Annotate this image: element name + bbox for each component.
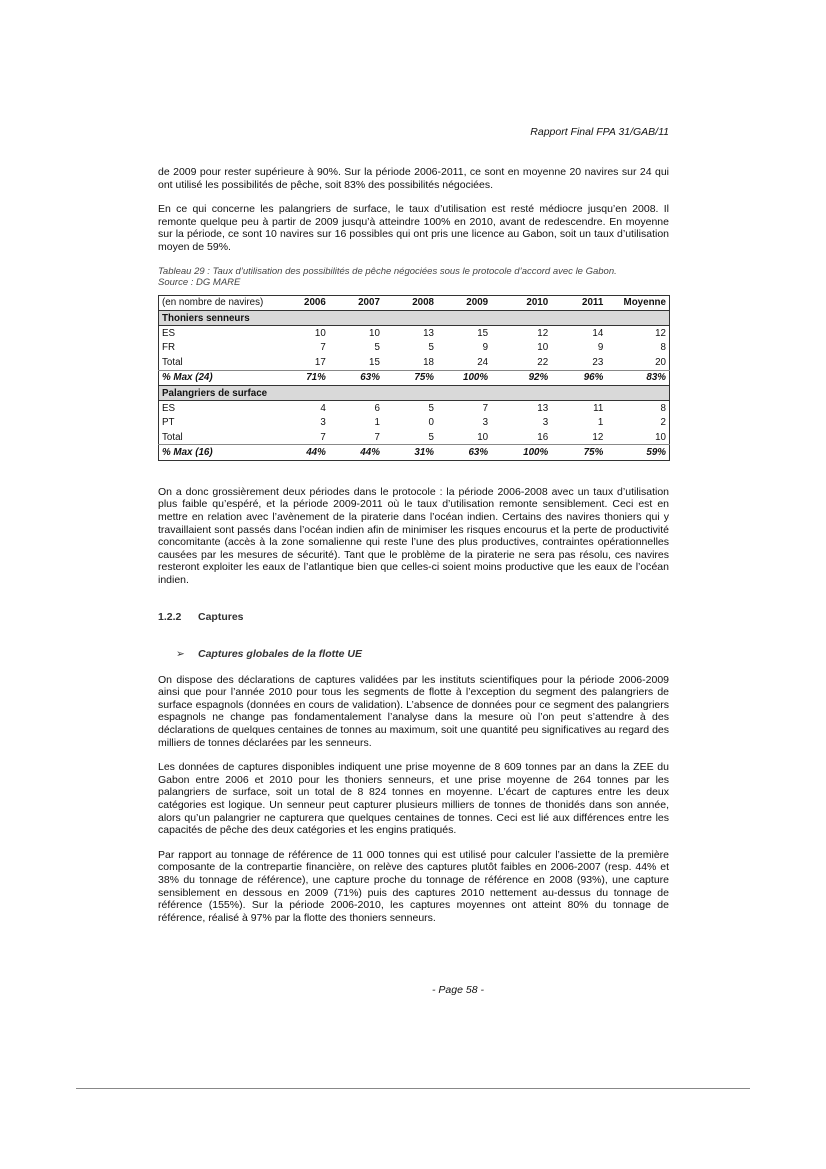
table-cell: 15 xyxy=(369,356,380,368)
table-cell: 15 xyxy=(477,328,489,340)
table-cell: 10 xyxy=(369,328,380,340)
table-cell: 12 xyxy=(537,328,549,340)
header-cell: 2009 xyxy=(437,295,491,310)
table-cell: 44% xyxy=(277,445,329,460)
table-cell: 20 xyxy=(655,356,666,368)
row-label: ES xyxy=(162,328,176,340)
section-heading xyxy=(158,611,669,623)
row-label: PT xyxy=(162,417,175,429)
pct-row-palangriers xyxy=(159,445,670,460)
table-cell: 75% xyxy=(551,445,606,460)
table-cell: 10 xyxy=(537,342,549,354)
table-cell: 63% xyxy=(437,445,491,460)
table-cell: 31% xyxy=(383,445,437,460)
row-label: ES xyxy=(162,402,176,414)
table-cell: 2 xyxy=(660,417,666,429)
table-cell: 13 xyxy=(537,402,549,414)
table-cell: 7 xyxy=(320,431,326,443)
table-cell: 6 xyxy=(374,402,380,414)
header-cell: 2006 xyxy=(277,295,329,310)
table-cell: 9 xyxy=(597,342,604,354)
table-cell: 0 xyxy=(428,417,434,429)
header-cell: 2008 xyxy=(383,295,437,310)
subsection-heading xyxy=(176,648,669,660)
table-row xyxy=(159,430,670,445)
table-cell: 44% xyxy=(329,445,383,460)
table-cell: 9 xyxy=(482,342,489,354)
table-cell: 10 xyxy=(477,431,489,443)
paragraph-1: de 2009 pour rester supérieure à 90%. Sur la période 2006-2011, ce sont en moyenne 20 navires sur 24 qui ont utilisé les possibilités de pêche, soit 83% des possibilités négociées. xyxy=(158,166,669,191)
paragraph-5: Les données de captures disponibles indiquent une prise moyenne de 8 609 tonnes par an dans la ZEE du Gabon entre 2006 et 2010 pour les thoniers senneurs, et une prise moyenne de 264 tonnes par les palangriers de surface, soit un total de 8 824 tonnes en moyenne. L’écart de captures entre les deux catégories est logique. Un senneur peut capturer plusieurs milliers de tonnes de thonidés dans son année, alors qu’un palangrier ne capturera que quelques centaines de tonnes. Ceci est lié aux différences entre les capacités de pêche des deux catégories et les engins pratiqués. xyxy=(158,761,669,837)
section-label: Palangriers de surface xyxy=(159,385,670,400)
header-cell: Moyenne xyxy=(606,295,669,310)
section-title: Captures xyxy=(198,610,244,623)
table-cell: 7 xyxy=(374,431,380,443)
row-label: Total xyxy=(162,356,183,368)
utilisation-table xyxy=(158,295,670,461)
table-cell: 5 xyxy=(428,431,434,443)
footer-divider xyxy=(76,1088,750,1089)
table-cell: 11 xyxy=(593,402,604,414)
table-cell: 59% xyxy=(606,445,669,460)
row-label: Total xyxy=(162,431,183,443)
table-caption xyxy=(158,266,669,289)
table-cell: 5 xyxy=(428,342,434,354)
table-cell: 1 xyxy=(374,417,380,429)
row-label: % Max (16) xyxy=(159,445,277,460)
table-cell: 5 xyxy=(428,402,434,414)
table-cell: 12 xyxy=(655,328,666,340)
table-cell: 96% xyxy=(551,370,606,385)
paragraph-3: On a donc grossièrement deux périodes dans le protocole : la période 2006-2008 avec un taux d’utilisation plus faible qu’espéré, et la période 2009-2011 où le taux d’utilisation remonte sensiblement. Ceci est en mettre en relation avec l’avènement de la piraterie dans l’océan indien. Certains des navires thoniers qui y travaillaient sont passés dans l’océan indien afin de minimiser les risques encourus et la perte de productivité concomitante (accès à la zone somalienne qui reste l’une des plus productives, contraintes opérationnelles causées par les mesures de sécurité). Tant que le problème de la piraterie ne sera pas résolu, ces navires resteront exploiter les eaux de l’atlantique bien que celles-ci soient moins productive que les eaux de l’océan indien. xyxy=(158,485,669,587)
paragraph-4: On dispose des déclarations de captures validées par les instituts scientifiques pour la période 2006-2009 ainsi que pour l’année 2010 pour tous les segments de flotte à l’exception du segment des palangriers de surface espagnols (données en cours de validation). L’absence de données pour ce segment des palangriers espagnols ne change pas fondamentalement l’analyse dans la mesure où l’on peut s’attendre à des déclarations de quelques centaines de tonnes au maximum, soit une quantité peu significatives au regard des milliers de tonnes déclarées par les senneurs. xyxy=(158,673,669,749)
table-row xyxy=(159,341,670,355)
section-number: 1.2.2 xyxy=(158,610,182,623)
table-cell: 100% xyxy=(437,370,491,385)
table-cell: 63% xyxy=(329,370,383,385)
page-number: - Page 58 - xyxy=(432,984,484,996)
header-cell: 2010 xyxy=(491,295,551,310)
header-cell: 2011 xyxy=(551,295,606,310)
table-caption-source: Source : DG MARE xyxy=(158,277,241,289)
section-row-senneurs xyxy=(159,310,670,325)
table-cell: 1 xyxy=(597,417,604,429)
pct-row-senneurs xyxy=(159,370,670,385)
section-row-palangriers xyxy=(159,385,670,400)
table-cell: 3 xyxy=(320,417,326,429)
table-cell: 92% xyxy=(491,370,551,385)
table-row xyxy=(159,355,670,370)
table-cell: 10 xyxy=(314,328,326,340)
table-cell: 83% xyxy=(606,370,669,385)
table-cell: 10 xyxy=(655,431,666,443)
table-row xyxy=(159,401,670,416)
subsection-title: Captures globales de la flotte UE xyxy=(198,647,362,660)
table-cell: 23 xyxy=(592,356,604,368)
table-cell: 3 xyxy=(542,417,549,429)
table-cell: 7 xyxy=(320,342,326,354)
table-cell: 18 xyxy=(423,356,434,368)
running-header: Rapport Final FPA 31/GAB/11 xyxy=(530,126,669,138)
table-cell: 24 xyxy=(477,356,489,368)
table-cell: 14 xyxy=(592,328,604,340)
row-label: % Max (24) xyxy=(159,370,277,385)
table-row xyxy=(159,326,670,341)
table-cell: 7 xyxy=(482,402,489,414)
table-caption-line1: Tableau 29 : Taux d’utilisation des possibilités de pêche négociées sous le protocole d’accord avec le Gabon. xyxy=(158,265,617,277)
table-cell: 100% xyxy=(491,445,551,460)
header-cell: 2007 xyxy=(329,295,383,310)
table-cell: 4 xyxy=(320,402,326,414)
table-cell: 8 xyxy=(660,342,666,354)
table-cell: 12 xyxy=(592,431,604,443)
row-label: FR xyxy=(162,342,176,354)
table-row xyxy=(159,416,670,430)
table-cell: 8 xyxy=(660,402,666,414)
paragraph-2: En ce qui concerne les palangriers de surface, le taux d’utilisation est resté médiocre jusqu’en 2008. Il remonte quelque peu à partir de 2009 jusqu’à atteindre 100% en 2010, avant de redescendre. En moyenne sur la période, ce sont 10 navires sur 16 possibles qui ont pris une licence au Gabon, soit un taux d’utilisation moyen de 59%. xyxy=(158,203,669,253)
table-cell: 17 xyxy=(314,356,326,368)
document-body xyxy=(158,166,669,924)
table-cell: 22 xyxy=(537,356,549,368)
header-cell: (en nombre de navires) xyxy=(159,295,277,310)
table-cell: 5 xyxy=(374,342,380,354)
table-cell: 16 xyxy=(537,431,549,443)
table-cell: 3 xyxy=(482,417,489,429)
table-cell: 75% xyxy=(383,370,437,385)
section-label: Thoniers senneurs xyxy=(159,310,670,325)
arrow-bullet-icon: ➢ xyxy=(176,647,185,660)
table-header-row xyxy=(159,295,670,310)
table-cell: 13 xyxy=(423,328,434,340)
paragraph-6: Par rapport au tonnage de référence de 11 000 tonnes qui est utilisé pour calculer l’assiette de la première composante de la contrepartie financière, on relève des captures plutôt faibles en 2006-2007 (resp. 44% et 38% du tonnage de référence), une capture proche du tonnage de référence en 2008 (93%), une capture sensiblement en dessous en 2009 (71%) puis des captures 2010 nettement au-dessus du tonnage de référence (155%). Sur la période 2006-2010, les captures moyennes ont atteint 80% du tonnage de référence, réalisé à 97% par la flotte des thoniers senneurs. xyxy=(158,848,669,924)
table-cell: 71% xyxy=(277,370,329,385)
